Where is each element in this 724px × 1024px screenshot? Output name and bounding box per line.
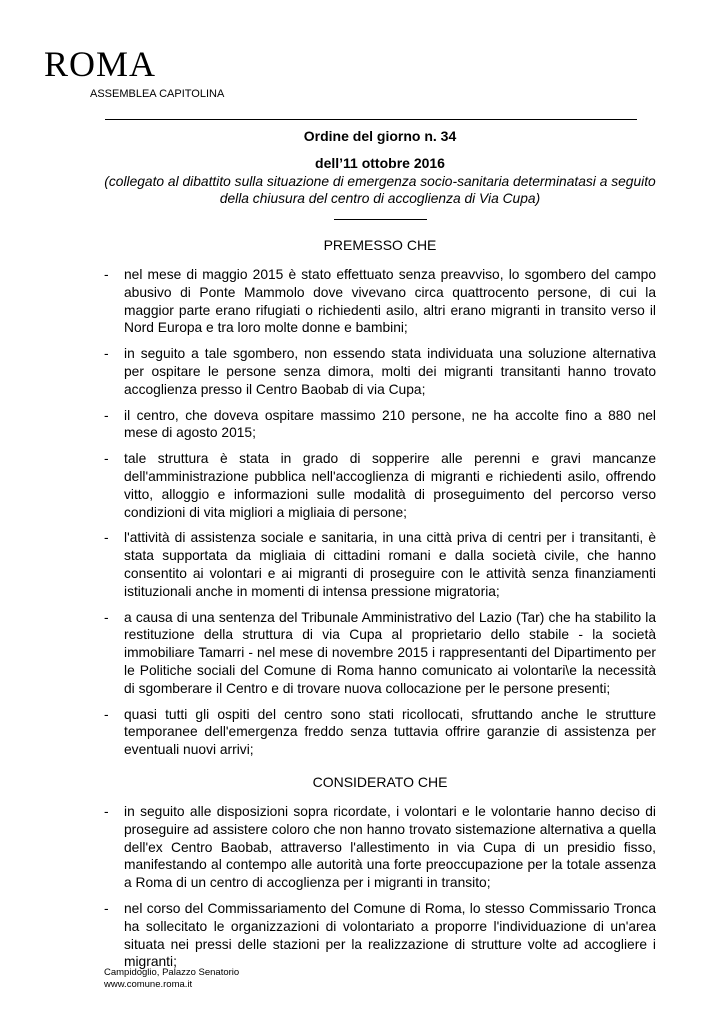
list-item-text: a causa di una sentenza del Tribunale Amministrativo del Lazio (Tar) che ha stabilito la restituzione della struttura di via Cupa al proprietario dello stabile - la società immobiliare Tamarri - nel mese di novembre 2015 i rappresentanti del Dipartimento per le Politiche sociali del Comune di Roma hanno comunicato ai volontari\e la necessità di sgomberare il Centro e di trovare nuova collocazione per le persone presenti; [124,609,656,696]
considerato-list [104,803,656,971]
list-item-text: quasi tutti gli ospiti del centro sono stati ricollocati, sfruttando anche le strutture temporanee dell'emergenza freddo senza tuttavia offrire garanzie di assistenza per eventuali nuovi arrivi; [124,706,656,758]
list-item-text: nel mese di maggio 2015 è stato effettuato senza preavviso, lo sgombero del campo abusivo di Ponte Mammolo dove vivevano circa quattrocento persone, di cui la maggior parte erano rifugiati o richiedenti asilo, altri erano migranti in transito verso il Nord Europa e tra loro molte donne e bambini; [124,267,656,336]
list-item [104,609,656,698]
document-title: Ordine del giorno n. 34 [303,128,457,144]
list-item [104,803,656,892]
list-dash: - [104,451,109,467]
list-item [104,529,656,600]
list-item-text: tale struttura è stata in grado di sopperire alle perenni e gravi mancanze dell'amministrazione pubblica nell'accoglienza di migranti e richiedenti asilo, offrendo vitto, alloggio e informazioni sulle modalità di proseguimento del percorso verso condizioni di vita migliori a migliaia di persone; [124,451,656,520]
premesso-list [104,266,656,759]
list-dash: - [104,706,109,722]
list-item [104,345,656,398]
list-item-text: in seguito alle disposizioni sopra ricordate, i volontari e le volontarie hanno deciso di proseguire ad assistere coloro che non hanno trovato sistemazione alternativa a quella dell'ex Centro Baobab, attraverso l'allestimento in via Cupa di un presidio fisso, manifestando al contempo alle autorità una forte preoccupazione per la totale assenza a Roma di un centro di accoglienza per i migranti in transito; [124,803,656,891]
document-date: dell’11 ottobre 2016 [315,155,445,171]
section-heading-premesso: PREMESSO CHE [323,237,437,253]
list-dash: - [104,803,109,819]
list-dash: - [104,267,109,282]
list-dash: - [104,900,109,916]
footer [104,967,239,991]
list-dash: - [104,530,109,546]
list-item [104,266,656,337]
list-item [104,900,656,971]
list-item-text: nel corso del Commissariamento del Comune di Roma, lo stesso Commissario Tronca ha sollecitato le organizzazioni di volontariato a proporre l'individuazione di un'area situata nei pressi delle stazioni per la realizzazione di strutture volte ad accogliere i migranti; [124,900,656,970]
list-dash: - [104,609,109,625]
list-item [104,706,656,759]
list-item [104,450,656,521]
list-item-text: l'attività di assistenza sociale e sanitaria, in una città priva di centri per i transitanti, è stata supportata da migliaia di cittadini romani e dalla società civile, che hanno consentito ai volontari e ai migranti di proseguire con le attività senza finanziamenti istituzionali anche in momenti di intensa pressione migratoria; [124,530,656,599]
title-divider [334,219,427,220]
document-subtitle: (collegato al dibattito sulla situazione di emergenza socio-sanitaria determinatasi a seguito della chiusura del centro di accoglienza di Via Cupa) [104,174,656,206]
logo-roma: ROMA [44,44,157,84]
list-item-text: in seguito a tale sgombero, non essendo stata individuata una soluzione alternativa per ospitare le persone senza dimora, molti dei migranti transitanti hanno trovato accoglienza presso il Centro Baobab di via Cupa; [124,346,656,397]
list-dash: - [104,346,109,362]
list-item [104,407,656,443]
document-body [104,126,656,979]
footer-website[interactable]: www.comune.roma.it [104,979,193,990]
footer-address: Campidoglio, Palazzo Senatorio [104,967,240,978]
header-subtitle: ASSEMBLEA CAPITOLINA [90,88,225,100]
list-item-text: il centro, che doveva ospitare massimo 210 persone, ne ha accolte fino a 880 nel mese di agosto 2015; [124,407,656,441]
section-heading-considerato: CONSIDERATO CHE [312,773,448,790]
header-divider [105,119,637,120]
list-dash: - [104,407,109,423]
